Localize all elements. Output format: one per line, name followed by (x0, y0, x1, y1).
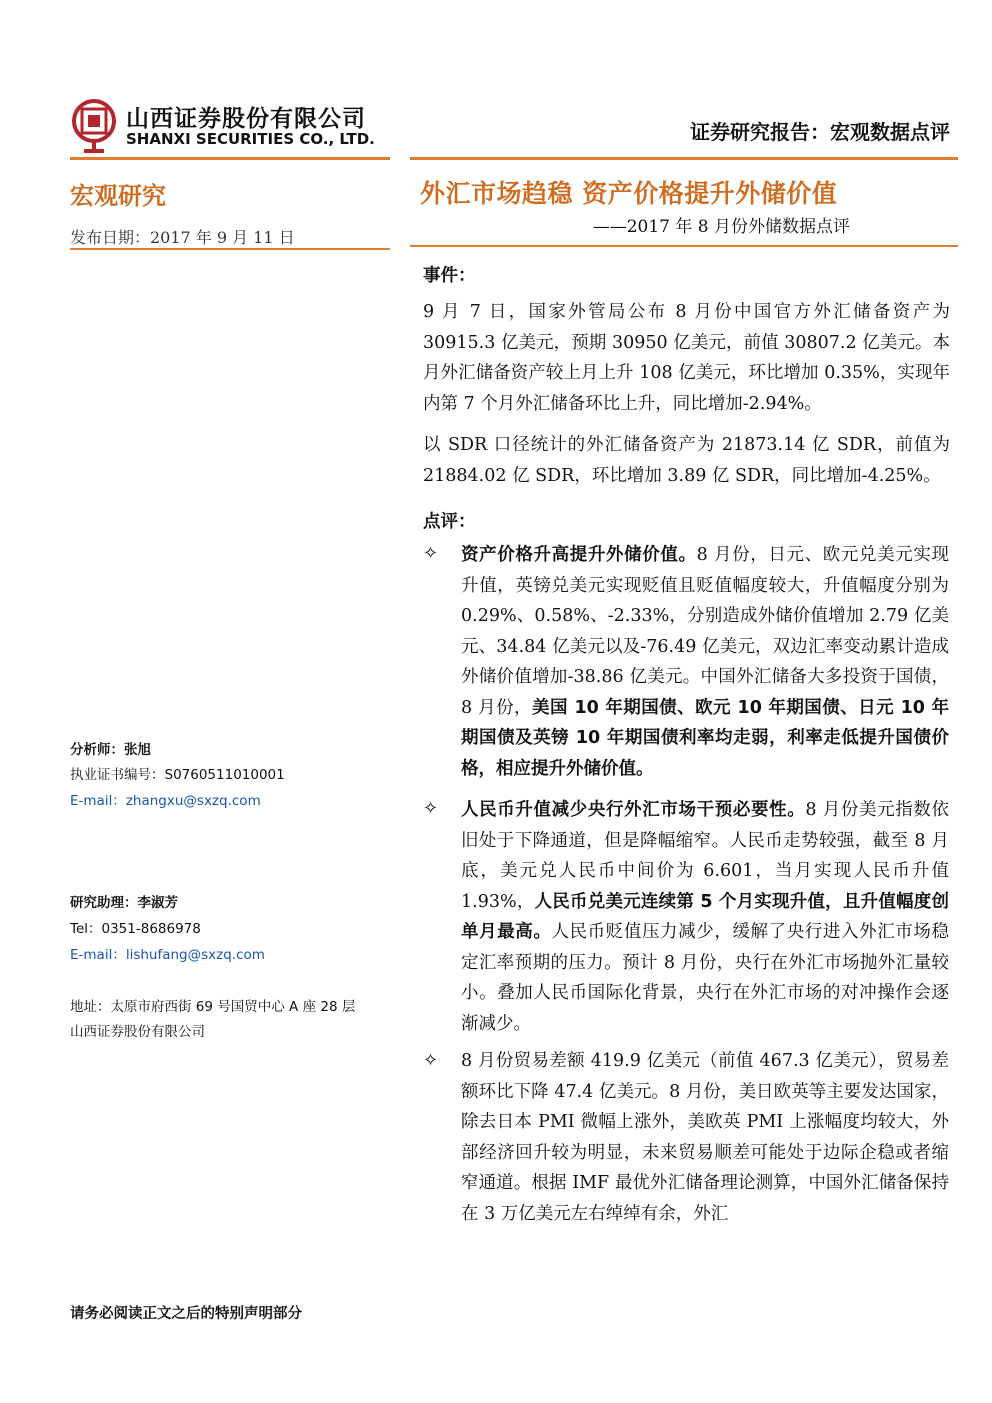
section-title: 宏观研究 (70, 182, 166, 210)
bullet-2-tail: 人民币贬值压力减少，缓解了央行进入外汇市场稳定汇率预期的压力。预计 8 月份，央行在外汇市场抛外汇量较小。叠加人民币国际化背景，央行在外汇市场的对冲操作会逐渐减少。 (461, 922, 950, 1034)
bullet-2-mid: 人民币兑美元连续第 5 个月实现升值，且升值幅度创单月最高。 (461, 891, 949, 942)
event-heading: 事件： (423, 266, 476, 286)
address: 地址：太原市府西街 69 号国贸中心 A 座 28 层 (70, 999, 356, 1015)
event-paragraph-2: 以 SDR 口径统计的外汇储备资产为 21873.14 亿 SDR，前值为 21884.02 亿 SDR，环比增加 3.89 亿 SDR，同比增加-4.25%。 (423, 435, 950, 486)
event-paragraph-1: 9 月 7 日，国家外管局公布 8 月份中国官方外汇储备资产为 30915.3 亿美元，预期 30950 亿美元，前值 30807.2 亿美元。本月外汇储备资产较上月上升 108 亿美元，环比增加 0.35%，实现年内第 7 个月外汇储备环比上升，同比增加-2.94%。 (423, 302, 950, 414)
comment-bullet-3: 8 月份贸易差额 419.9 亿美元（前值 467.3 亿美元），贸易差额环比下降 47.4 亿美元。8 月份，美日欧英等主要发达国家，除去日本 PMI 微幅上涨外，美欧英 PMI 上涨幅度均较大，外部经济回升较为明显，未来贸易顺差可能处于边际企稳或者缩窄通道。根据 IMF 最优外汇储备理论测算，中国外汇储备保持在 3 万亿美元左右绰绰有余，外汇 (461, 1051, 949, 1224)
assistant-name: 研究助理：李淑芳 (70, 895, 178, 911)
bullet-1-tail: 美国 10 年期国债、欧元 10 年期国债、日元 10 年期国债及英镑 10 年期国债利率均走弱，利率走低提升国债价格，相应提升外储价值。 (461, 697, 949, 779)
report-subtitle: ——2017 年 8 月份外储数据点评 (592, 217, 850, 237)
publish-date: 发布日期：2017 年 9 月 11 日 (70, 228, 295, 247)
bullet-2-body: 8 月份美元指数依旧处于下降通道，但是降幅缩窄。人民币走势较强，截至 8 月底，美元兑人民币中间价为 6.601，当月实现人民币升值 1.93%， (461, 800, 950, 912)
analyst-name: 分析师：张旭 (70, 742, 151, 758)
company-logo-icon (70, 97, 118, 155)
bullet-1-lead: 资产价格升高提升外储价值。 (461, 545, 697, 565)
company-footer-name: 山西证券股份有限公司 (70, 1024, 205, 1040)
bullet-icon: ✧ (423, 1050, 439, 1071)
title-divider-left (70, 248, 390, 250)
company-name-cn: 山西证券股份有限公司 (126, 106, 366, 132)
report-title: 外汇市场趋稳 资产价格提升外储价值 (420, 179, 838, 208)
assistant-tel: Tel：0351-8686978 (70, 921, 201, 937)
comment-bullet-2 (461, 795, 949, 1039)
header-divider-left (70, 157, 390, 160)
assistant-email[interactable]: E-mail：lishufang@sxzq.com (70, 947, 265, 963)
comment-heading: 点评： (423, 512, 476, 532)
title-divider-right (410, 245, 958, 247)
report-type: 证券研究报告：宏观数据点评 (690, 120, 950, 144)
company-name-en: SHANXI SECURITIES CO., LTD. (126, 130, 375, 148)
bullet-icon: ✧ (423, 798, 439, 819)
analyst-cert: 执业证书编号：S0760511010001 (70, 767, 285, 783)
disclaimer: 请务必阅读正文之后的特别声明部分 (70, 1306, 302, 1322)
bullet-2-lead: 人民币升值减少央行外汇市场干预必要性。 (461, 800, 806, 820)
bullet-icon: ✧ (423, 543, 439, 564)
bullet-1-body: 8 月份，日元、欧元兑美元实现升值，英镑兑美元实现贬值且贬值幅度较大，升值幅度分别为 0.29%、0.58%、-2.33%，分别造成外储价值增加 2.79 亿美元、34.84 亿美元以及-76.49 亿美元，双边汇率变动累计造成外储价值增加-38.86 亿美元。中国外汇储备大多投资于国债，8 月份， (461, 545, 950, 718)
header-divider-right (410, 157, 958, 160)
comment-bullet-1 (461, 540, 949, 784)
analyst-email[interactable]: E-mail：zhangxu@sxzq.com (70, 793, 261, 809)
